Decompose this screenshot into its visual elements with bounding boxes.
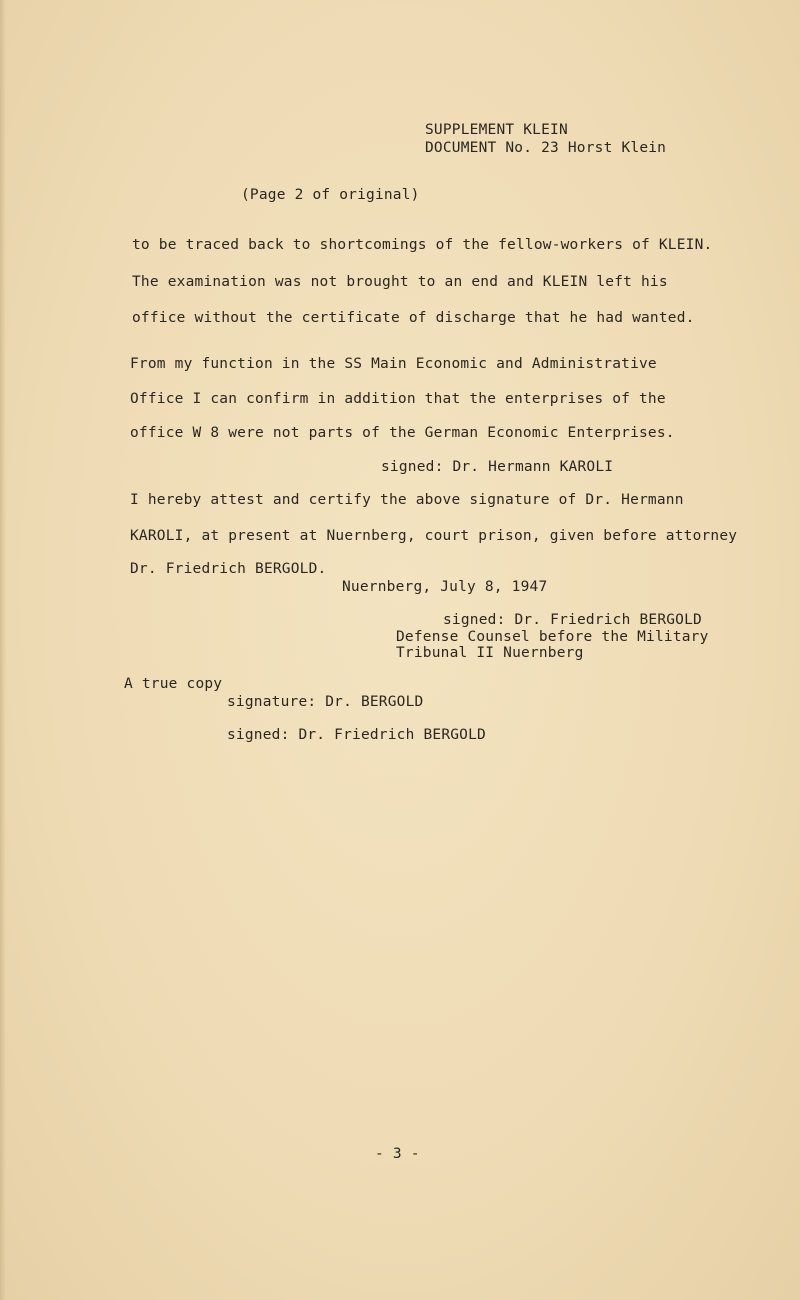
- paragraph1-line2: The examination was not brought to an end and KLEIN left his: [132, 274, 668, 290]
- paragraph2-line2: Office I can confirm in addition that the enterprises of the: [130, 391, 666, 407]
- paragraph1-line3: office without the certificate of discharge that he had wanted.: [132, 310, 695, 326]
- signature-karoli: signed: Dr. Hermann KAROLI: [381, 459, 614, 475]
- header-supplement: SUPPLEMENT KLEIN: [425, 122, 568, 138]
- paragraph2-line1: From my function in the SS Main Economic and Administrative: [130, 356, 657, 372]
- true-copy-label: A true copy: [124, 676, 223, 692]
- page-number: - 3 -: [375, 1146, 420, 1162]
- paragraph3-line1: I hereby attest and certify the above signature of Dr. Hermann: [130, 492, 684, 508]
- paragraph2-line3: office W 8 were not parts of the German Economic Enterprises.: [130, 425, 675, 441]
- place-and-date: Nuernberg, July 8, 1947: [342, 579, 548, 595]
- signature-bergold: signed: Dr. Friedrich BERGOLD: [443, 612, 702, 628]
- page-edge-shadow: [0, 0, 6, 1300]
- paragraph3-line3: Dr. Friedrich BERGOLD.: [130, 561, 327, 577]
- header-document-number: DOCUMENT No. 23 Horst Klein: [425, 140, 667, 156]
- true-copy-signed: signed: Dr. Friedrich BERGOLD: [227, 727, 486, 743]
- paragraph1-line1: to be traced back to shortcomings of the fellow-workers of KLEIN.: [132, 237, 713, 253]
- page-reference: (Page 2 of original): [241, 187, 420, 203]
- paragraph3-line2: KAROLI, at present at Nuernberg, court prison, given before attorney: [130, 528, 738, 544]
- tribunal-line: Tribunal II Nuernberg: [396, 645, 584, 661]
- true-copy-signature: signature: Dr. BERGOLD: [227, 694, 424, 710]
- defense-counsel-line: Defense Counsel before the Military: [396, 629, 709, 645]
